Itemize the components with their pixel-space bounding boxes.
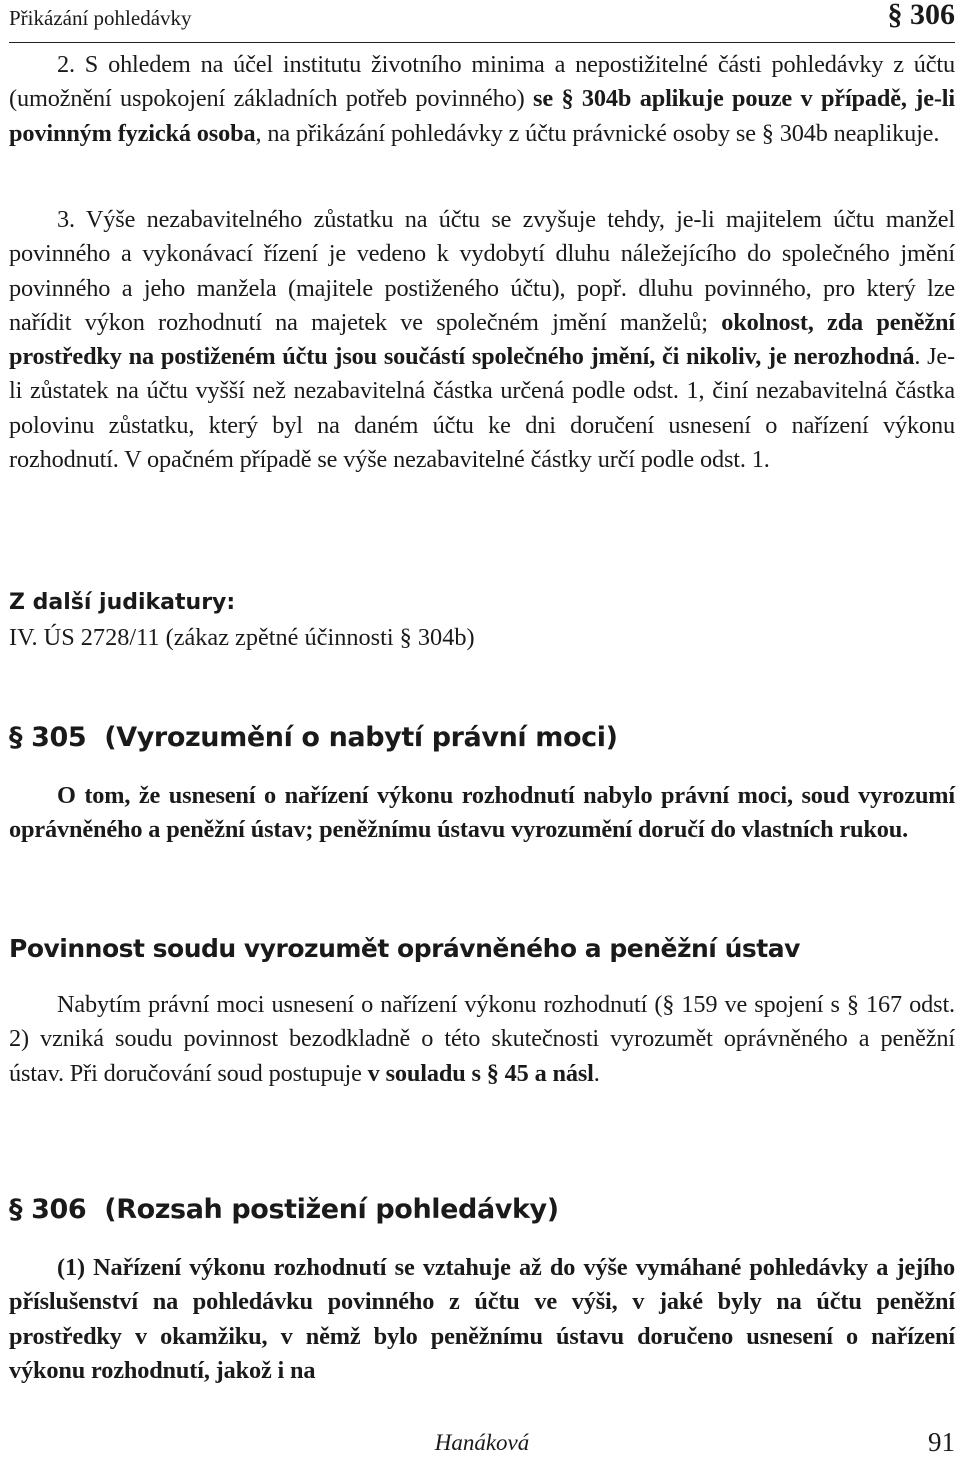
paragraph-2-emphasis: se § 304b aplikuje pouze v případě, je-li povinným fyzická osoba — [9, 85, 955, 147]
case-law-heading: Z další judikatury: — [9, 590, 236, 615]
running-footer — [9, 1420, 955, 1455]
page-number: 91 — [928, 1427, 955, 1457]
section-305-commentary — [9, 988, 955, 1091]
paragraph-3-tail: . Je-li zůstatek na účtu vyšší než nezabavitelná částka určená podle odst. 1, činí nezabavitelná částka polovinu zůstatku, který byl na daném účtu ke dni doručení usnesení o nařízení výkonu rozhodnutí. V opačném případě se výše nezabavitelné částky určí podle odst. 1. — [9, 343, 955, 474]
section-305-number: § 305 — [9, 722, 87, 753]
paragraph-3-lead: 3. Výše nezabavitelného zůstatku na účtu se zvyšuje tehdy, je-li majitelem účtu manžel povinného a vykonávací řízení je vedeno k vydobytí dluhu náležejícího do společného jmění povinného a jeho manžela (majitele postiženého účtu), popř. dluhu povinného, pro který lze nařídit výkon rozhodnutí na majetek ve společném jmění manželů; — [9, 206, 955, 336]
paragraph-3-emphasis: okolnost, zda peněžní prostředky na postiženém účtu jsou součástí společného jmění, či nikoliv, je nerozhodná — [9, 308, 955, 371]
section-306-text-body: (1) Nařízení výkonu rozhodnutí se vztahuje až do výše vymáhané pohledávky a jejího příslušenství na pohledávku povinného z účtu ve výši, v jaké byly na účtu peněžní prostředky v okamžiku, v němž bylo peněžnímu ústavu doručeno usnesení o nařízení výkonu rozhodnutí, jakož i na — [9, 1254, 955, 1384]
section-marker: § 306 — [887, 0, 955, 31]
case-law-item: IV. ÚS 2728/11 (zákaz zpětné účinnosti § 304b) — [9, 624, 475, 651]
paragraph-2-tail: , na přikázání pohledávky z účtu právnické osoby se § 304b neaplikuje. — [255, 119, 940, 147]
section-305-heading — [9, 722, 618, 753]
section-306-text — [9, 1251, 955, 1388]
section-306-heading — [9, 1194, 559, 1225]
paragraph-2-lead: 2. S ohledem na účel institutu životního minima a nepostižitelné části pohledávky z účtu (umožnění uspokojení základních potřeb povinného) — [9, 51, 955, 113]
section-305-commentary-emphasis: v souladu s § 45 a násl — [367, 1059, 594, 1087]
paragraph-2 — [9, 48, 955, 151]
section-305-text — [9, 779, 955, 848]
section-305-commentary-tail: . — [593, 1059, 600, 1087]
section-306-number: § 306 — [9, 1194, 87, 1225]
section-305-title: (Vyrozumění o nabytí právní moci) — [104, 722, 618, 753]
chapter-title: Přikázání pohledávky — [9, 6, 192, 30]
section-305-text-body: O tom, že usnesení o nařízení výkonu rozhodnutí nabylo právní moci, soud vyrozumí oprávněného a peněžní ústav; peněžnímu ústavu vyrozumění doručí do vlastních rukou. — [9, 782, 955, 844]
section-305-topic-heading: Povinnost soudu vyrozumět oprávněného a peněžní ústav — [9, 934, 800, 963]
paragraph-3 — [9, 203, 955, 477]
running-header — [9, 0, 955, 43]
section-306-title: (Rozsah postižení pohledávky) — [104, 1194, 559, 1225]
footer-author: Hanáková — [434, 1430, 530, 1455]
section-305-commentary-lead: Nabytím právní moci usnesení o nařízení výkonu rozhodnutí (§ 159 ve spojení s § 167 odst. 2) vzniká soudu povinnost bezodkladně o této skutečnosti vyrozumět oprávněného a peněžní ústav. Při doručování soud postupuje — [9, 991, 955, 1087]
